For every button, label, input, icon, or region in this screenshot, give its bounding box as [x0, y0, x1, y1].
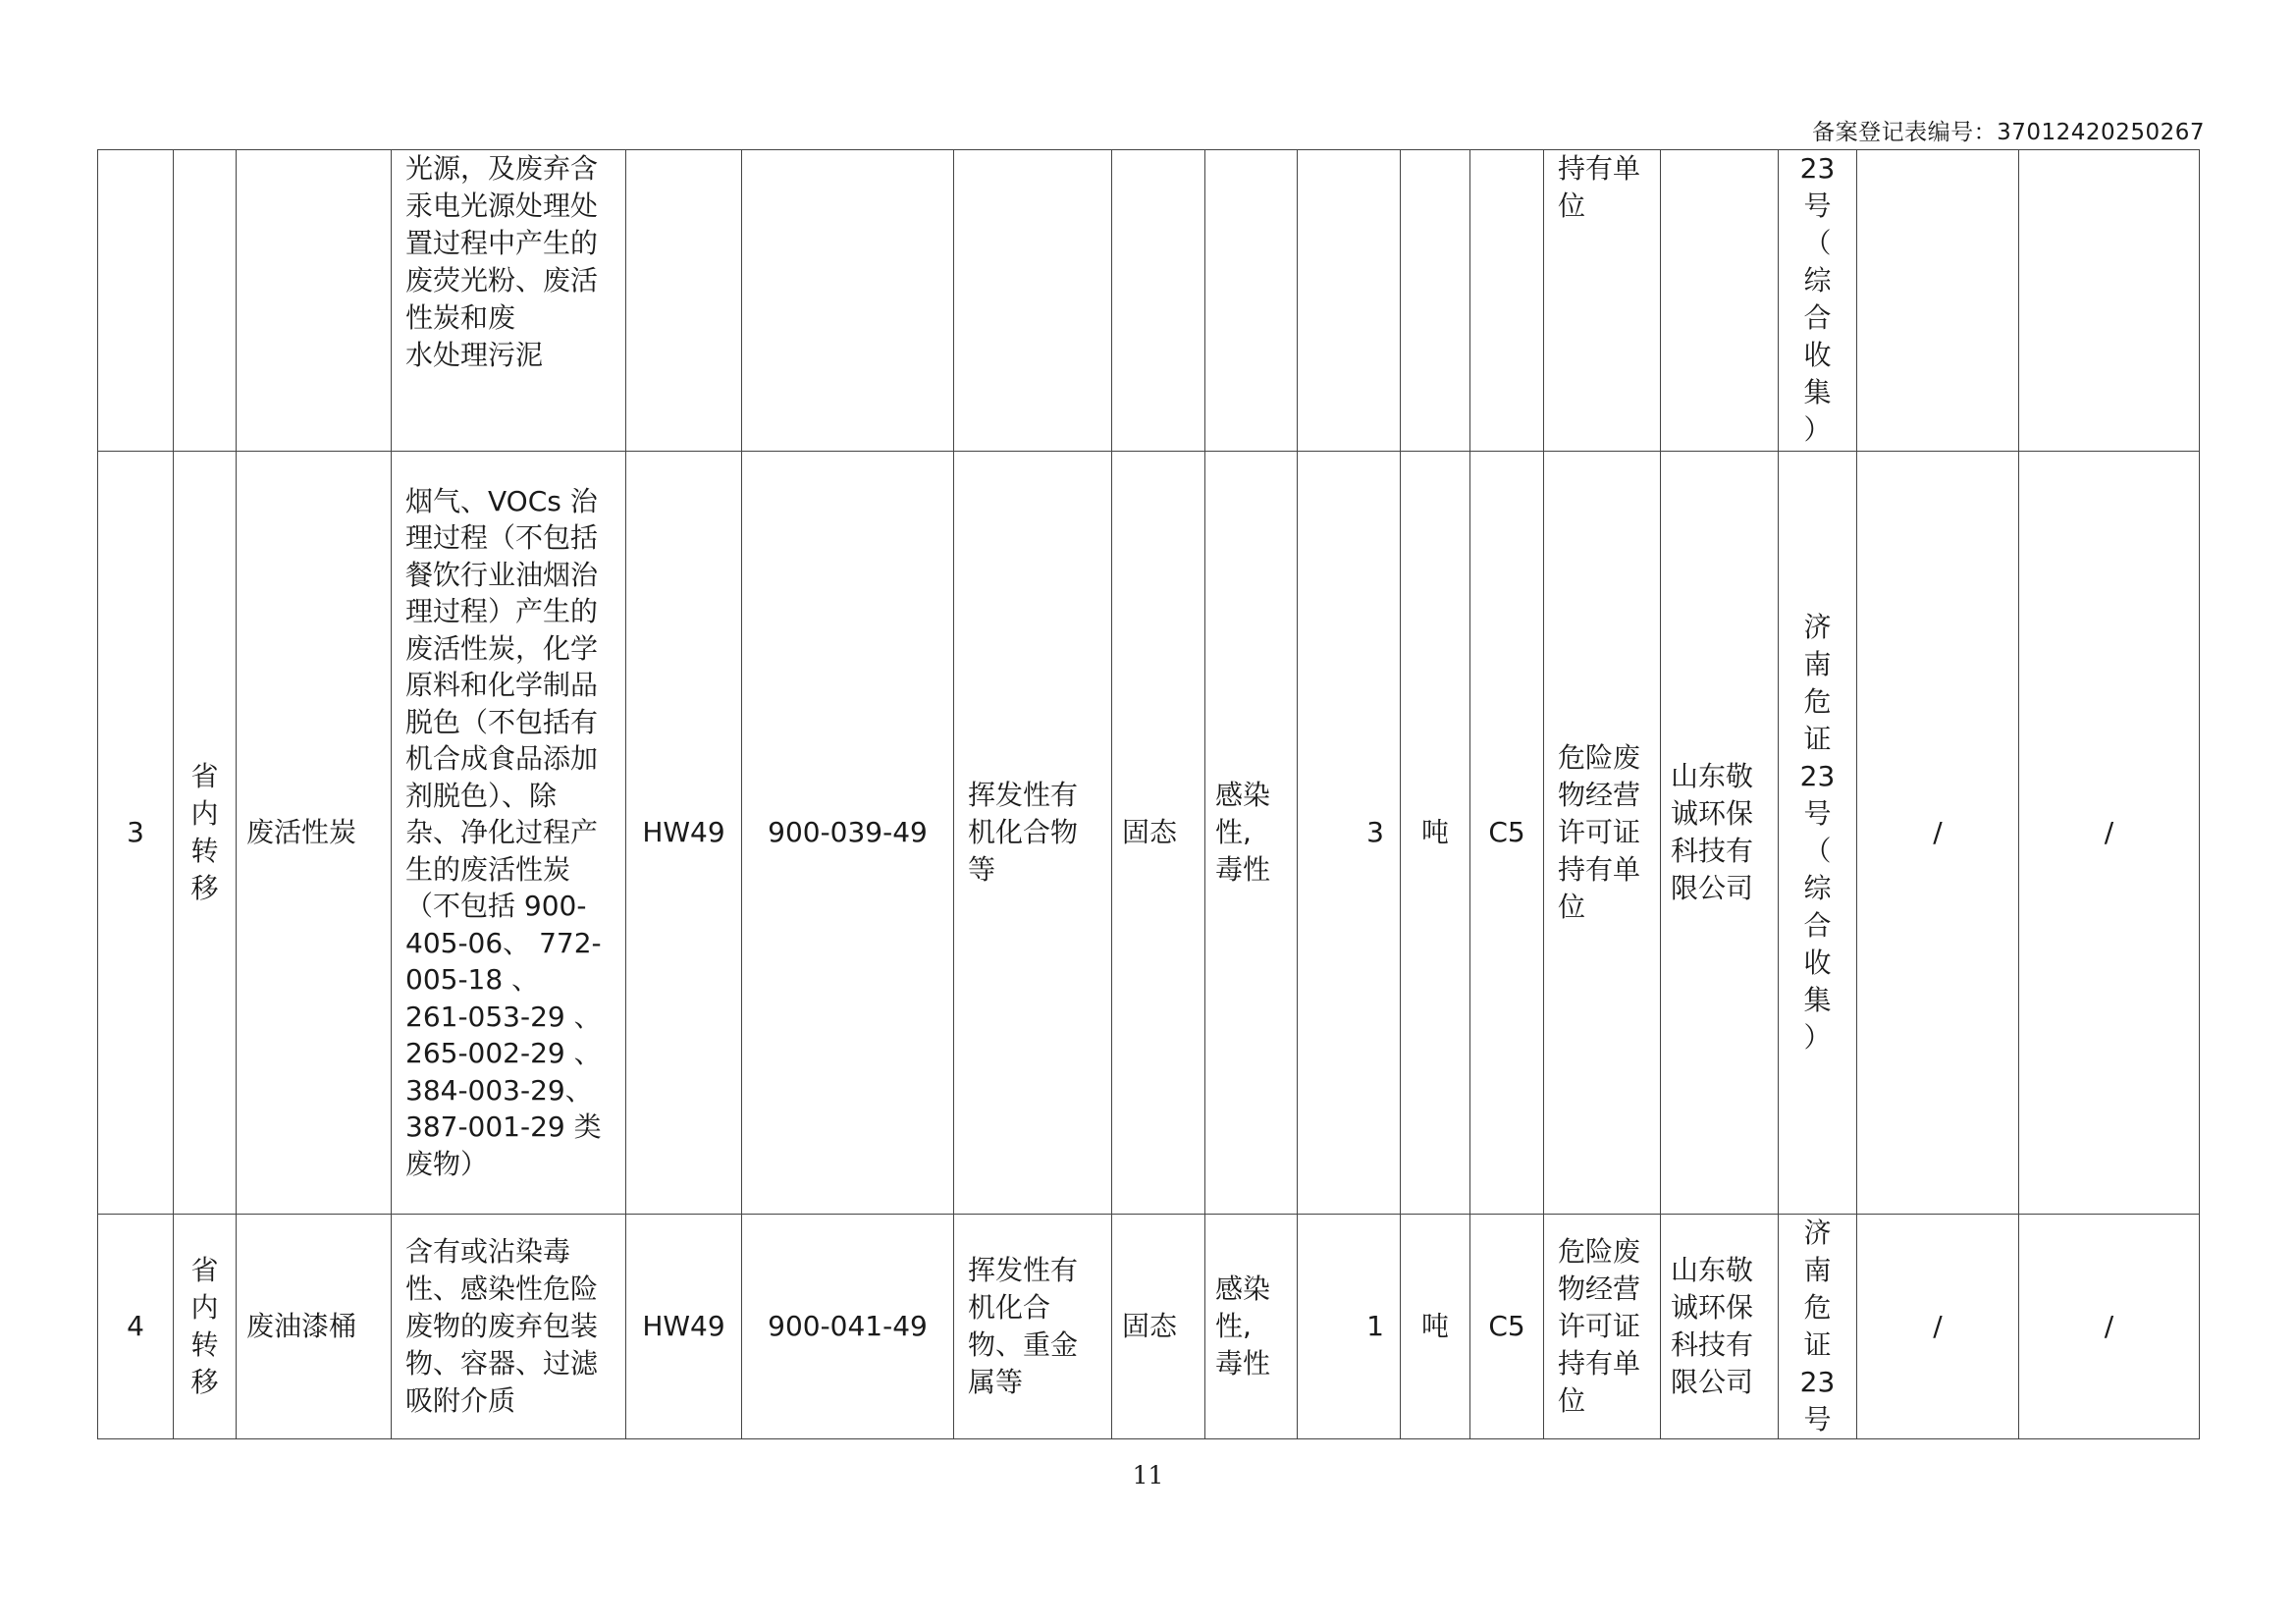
- cell-hazard: 感染 性, 毒性: [1205, 452, 1298, 1215]
- table-row: [98, 452, 2200, 1215]
- cell-receiver-name: 山东敬 诚环保 科技有 限公司: [1661, 452, 1779, 1215]
- cell-category: [626, 150, 742, 452]
- cell-route: 省 内 转 移: [174, 1215, 237, 1439]
- cell-disposal: C5: [1470, 1215, 1544, 1439]
- registration-number: 备案登记表编号：37012420250267: [1812, 120, 2205, 145]
- cell-unit: 吨: [1401, 452, 1470, 1215]
- table-row: [98, 1215, 2200, 1439]
- cell-amount: 1: [1298, 1215, 1401, 1439]
- cell-no: [98, 150, 174, 452]
- cell-form: 固态: [1112, 452, 1205, 1215]
- cell-col15: /: [1857, 1215, 2019, 1439]
- page-number: 11: [1132, 1461, 1164, 1489]
- cell-col16: /: [2019, 452, 2200, 1215]
- cell-code: 900-041-49: [742, 1215, 954, 1439]
- cell-name: [237, 150, 392, 452]
- cell-col16: /: [2019, 1215, 2200, 1439]
- cell-disposal: C5: [1470, 452, 1544, 1215]
- cell-amount: 3: [1298, 452, 1401, 1215]
- cell-unit: 吨: [1401, 1215, 1470, 1439]
- cell-component: 挥发性有 机化合 物、重金 属等: [954, 1215, 1112, 1439]
- cell-receiver-name: [1661, 150, 1779, 452]
- cell-disposal: [1470, 150, 1544, 452]
- cell-category: HW49: [626, 452, 742, 1215]
- cell-route: [174, 150, 237, 452]
- cell-license: 济 南 危 证 23 号: [1779, 1215, 1857, 1439]
- cell-form: 固态: [1112, 1215, 1205, 1439]
- cell-no: 4: [98, 1215, 174, 1439]
- cell-col15: [1857, 150, 2019, 452]
- cell-receiver-name: 山东敬 诚环保 科技有 限公司: [1661, 1215, 1779, 1439]
- cell-hazard: 感染 性, 毒性: [1205, 1215, 1298, 1439]
- cell-receiver-type: 危险废 物经营 许可证 持有单 位: [1544, 452, 1661, 1215]
- cell-code: 900-039-49: [742, 452, 954, 1215]
- cell-unit: [1401, 150, 1470, 452]
- cell-name: 废油漆桶: [237, 1215, 392, 1439]
- cell-component: [954, 150, 1112, 452]
- cell-code: [742, 150, 954, 452]
- cell-hazard: [1205, 150, 1298, 452]
- table-row: [98, 150, 2200, 452]
- cell-license: 济 南 危 证 23 号 （ 综 合 收 集 ）: [1779, 452, 1857, 1215]
- cell-component: 挥发性有 机化合物 等: [954, 452, 1112, 1215]
- cell-receiver-type: 危险废 物经营 许可证 持有单 位: [1544, 1215, 1661, 1439]
- cell-license: 23 号 （ 综 合 收 集 ）: [1779, 150, 1857, 452]
- cell-source: 烟气、VOCs 治 理过程（不包括 餐饮行业油烟治 理过程）产生的 废活性炭，化学 原料和化学制品 脱色（不包括有 机合成食品添加 剂脱色）、除 杂、净化过程产 生的废活性炭 （不包括 900- 405-06、 772- 005-18 、 261-053-29 、 265-002-29 、 384-003-29、 387-001-29 类 废物）: [392, 452, 626, 1215]
- cell-source: 光源，及废弃含 汞电光源处理处 置过程中产生的 废荧光粉、废活 性炭和废 水处理污泥: [392, 150, 626, 452]
- cell-amount: [1298, 150, 1401, 452]
- cell-form: [1112, 150, 1205, 452]
- cell-receiver-type: 持有单 位: [1544, 150, 1661, 452]
- cell-source: 含有或沾染毒 性、感染性危险 废物的废弃包装 物、容器、过滤 吸附介质: [392, 1215, 626, 1439]
- cell-category: HW49: [626, 1215, 742, 1439]
- cell-route: 省 内 转 移: [174, 452, 237, 1215]
- waste-transfer-table: [97, 149, 2200, 1439]
- cell-name: 废活性炭: [237, 452, 392, 1215]
- cell-col15: /: [1857, 452, 2019, 1215]
- cell-no: 3: [98, 452, 174, 1215]
- cell-col16: [2019, 150, 2200, 452]
